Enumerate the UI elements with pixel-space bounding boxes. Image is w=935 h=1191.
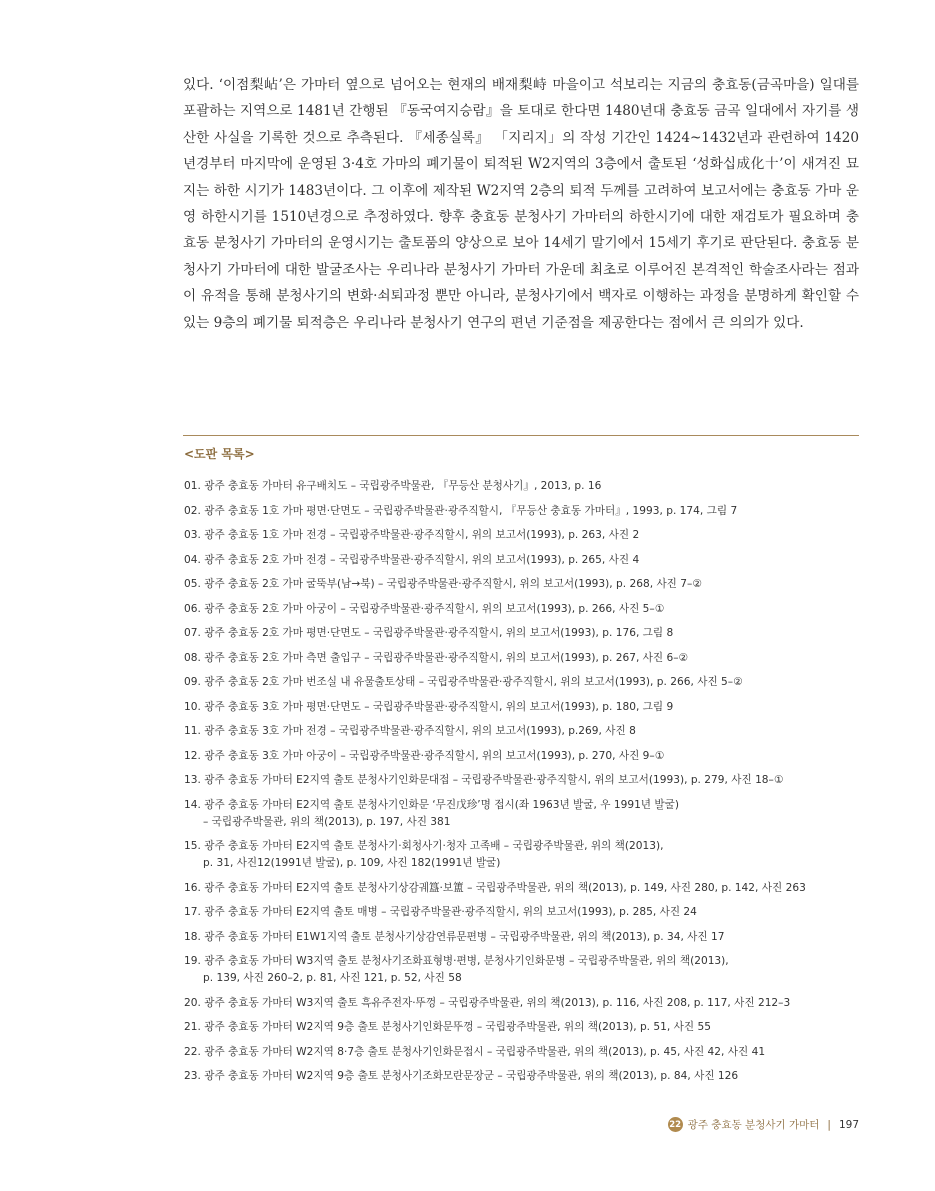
plate-list-item [184,723,864,740]
chapter-number-badge: 22 [668,1117,683,1132]
plate-list-item-continuation: p. 139, 사진 260–2, p. 81, 사진 121, p. 52, 사진 58 [203,972,462,984]
plate-list-item [184,1068,864,1085]
plate-list-item [184,503,864,520]
plate-list-item-text: 18. 광주 충효동 가마터 E1W1지역 출토 분청사기상감연류문편병 – 국립광주박물관, 위의 책(2013), p. 34, 사진 17 [184,930,725,943]
plate-list [184,478,864,1093]
plate-list-item-text: 02. 광주 충효동 1호 가마 평면·단면도 – 국립광주박물관·광주직할시, 『무등산 충효동 가마터』, 1993, p. 174, 그림 7 [184,504,738,517]
plate-list-item [184,699,864,716]
running-title: 광주 충효동 분청사기 가마터 [687,1119,820,1131]
page-footer [668,1117,859,1132]
plate-list-item-text: 09. 광주 충효동 2호 가마 번조실 내 유물출토상태 – 국립광주박물관·광주직할시, 위의 보고서(1993), p. 266, 사진 5–② [184,676,743,688]
plate-list-item-text: 10. 광주 충효동 3호 가마 평면·단면도 – 국립광주박물관·광주직할시, 위의 보고서(1993), p. 180, 그림 9 [184,700,674,713]
plate-list-item-text: 03. 광주 충효동 1호 가마 전경 – 국립광주박물관·광주직할시, 위의 보고서(1993), p. 263, 사진 2 [184,529,640,541]
plate-list-item-continuation: – 국립광주박물관, 위의 책(2013), p. 197, 사진 381 [203,815,451,828]
plate-list-item [184,576,864,593]
plate-list-item-text: 19. 광주 충효동 가마터 W3지역 출토 분청사기조화표형병·편병, 분청사기인화문병 – 국립광주박물관, 위의 책(2013), [184,955,729,967]
plate-list-item-continuation: p. 31, 사진12(1991년 발굴), p. 109, 사진 182(1991년 발굴) [203,857,501,869]
plate-list-heading: <도판 목록> [184,447,255,461]
plate-list-item-text: 13. 광주 충효동 가마터 E2지역 출토 분청사기인화문대접 – 국립광주박물관·광주직할시, 위의 보고서(1993), p. 279, 사진 18–① [184,774,784,786]
plate-list-item [184,995,864,1012]
plate-list-item [184,552,864,569]
plate-list-item-text: 12. 광주 충효동 3호 가마 아궁이 – 국립광주박물관·광주직할시, 위의 보고서(1993), p. 270, 사진 9–① [184,749,665,762]
plate-list-item-text: 16. 광주 충효동 가마터 E2지역 출토 분청사기상감궤簋·보簠 – 국립광주박물관, 위의 책(2013), p. 149, 사진 280, p. 142, 사진 263 [184,881,806,894]
plate-list-item-text: 06. 광주 충효동 2호 가마 아궁이 – 국립광주박물관·광주직할시, 위의 보고서(1993), p. 266, 사진 5–① [184,602,665,615]
plate-list-item [184,748,864,765]
plate-list-item-text: 07. 광주 충효동 2호 가마 평면·단면도 – 국립광주박물관·광주직할시, 위의 보고서(1993), p. 176, 그림 8 [184,627,674,639]
plate-list-item [184,625,864,642]
plate-list-item [184,880,864,897]
page-number: 197 [838,1118,859,1131]
plate-list-item [184,838,864,872]
plate-list-item-text: 17. 광주 충효동 가마터 E2지역 출토 매병 – 국립광주박물관·광주직할시, 위의 보고서(1993), p. 285, 사진 24 [184,906,697,918]
plate-list-item-text: 08. 광주 충효동 2호 가마 측면 출입구 – 국립광주박물관·광주직할시, 위의 보고서(1993), p. 267, 사진 6–② [184,651,689,664]
plate-list-item [184,601,864,618]
plate-list-item-text: 14. 광주 충효동 가마터 E2지역 출토 분청사기인화문 ‘무진戊珍’명 접시(좌 1963년 발굴, 우 1991년 발굴) [184,798,680,811]
plate-list-item-text: 15. 광주 충효동 가마터 E2지역 출토 분청사기·회청사기·청자 고족배 – 국립광주박물관, 위의 책(2013), [184,840,664,852]
plate-list-item-text: 04. 광주 충효동 2호 가마 전경 – 국립광주박물관·광주직할시, 위의 보고서(1993), p. 265, 사진 4 [184,553,640,566]
plate-list-item [184,527,864,544]
section-divider [183,435,859,436]
body-paragraph: 있다. ‘이점梨岾’은 가마터 옆으로 넘어오는 현재의 배재梨峙 마을이고 석보리는 지금의 충효동(금곡마을) 일대를 포괄하는 지역으로 1481년 간행된 『동국여지승람』을 토대로 한다면 1480년대 충효동 금곡 일대에서 자기를 생산한 사실을 기록한 것으로 추측된다. 『세종실록』 「지리지」의 작성 기간인 1424~1432년과 관련하여 1420년경부터 마지막에 운영된 3·4호 가마의 폐기물이 퇴적된 W2지역의 3층에서 출토된 ‘성화십成化十’이 새겨진 묘지는 하한 시기가 1483년이다. 그 이후에 제작된 W2지역 2층의 퇴적 두께를 고려하여 보고서에는 충효동 가마 운영 하한시기를 1510년경으로 추정하였다. 향후 충효동 분청사기 가마터의 하한시기에 대한 재검토가 필요하며 충효동 분청사기 가마터의 운영시기는 출토품의 양상으로 보아 14세기 말기에서 15세기 후기로 판단된다. 충효동 분청사기 가마터에 대한 발굴조사는 우리나라 분청사기 가마터 가운데 최초로 이루어진 본격적인 학술조사라는 점과 이 유적을 통해 분청사기의 변화·쇠퇴과정 뿐만 아니라, 분청사기에서 백자로 이행하는 과정을 분명하게 확인할 수 있는 9층의 폐기물 퇴적층은 우리나라 분청사기 연구의 편년 기준점을 제공한다는 점에서 큰 의의가 있다. [183,77,859,331]
plate-list-item-text: 01. 광주 충효동 가마터 유구배치도 – 국립광주박물관, 『무등산 분청사기』, 2013, p. 16 [184,480,602,492]
plate-list-item-text: 20. 광주 충효동 가마터 W3지역 출토 흑유주전자·뚜껑 – 국립광주박물관, 위의 책(2013), p. 116, 사진 208, p. 117, 사진 212–3 [184,996,791,1009]
plate-list-item [184,797,864,831]
plate-list-item [184,674,864,691]
plate-list-item-text: 11. 광주 충효동 3호 가마 전경 – 국립광주박물관·광주직할시, 위의 보고서(1993), p.269, 사진 8 [184,725,636,737]
plate-list-item [184,1019,864,1036]
plate-list-item-text: 23. 광주 충효동 가마터 W2지역 9층 출토 분청사기조화모란문장군 – 국립광주박물관, 위의 책(2013), p. 84, 사진 126 [184,1070,739,1082]
plate-list-item [184,904,864,921]
plate-list-item-text: 22. 광주 충효동 가마터 W2지역 8·7층 출토 분청사기인화문접시 – 국립광주박물관, 위의 책(2013), p. 45, 사진 42, 사진 41 [184,1045,766,1058]
plate-list-item-text: 05. 광주 충효동 2호 가마 굴뚝부(남→북) – 국립광주박물관·광주직할시, 위의 보고서(1993), p. 268, 사진 7–② [184,578,702,590]
plate-list-item-text: 21. 광주 충효동 가마터 W2지역 9층 출토 분청사기인화문뚜껑 – 국립광주박물관, 위의 책(2013), p. 51, 사진 55 [184,1021,711,1033]
plate-list-item [184,772,864,789]
plate-list-item [184,953,864,987]
plate-list-item [184,478,864,495]
footer-separator: | [827,1118,831,1131]
plate-list-item [184,650,864,667]
plate-list-item [184,929,864,946]
plate-list-item [184,1044,864,1061]
